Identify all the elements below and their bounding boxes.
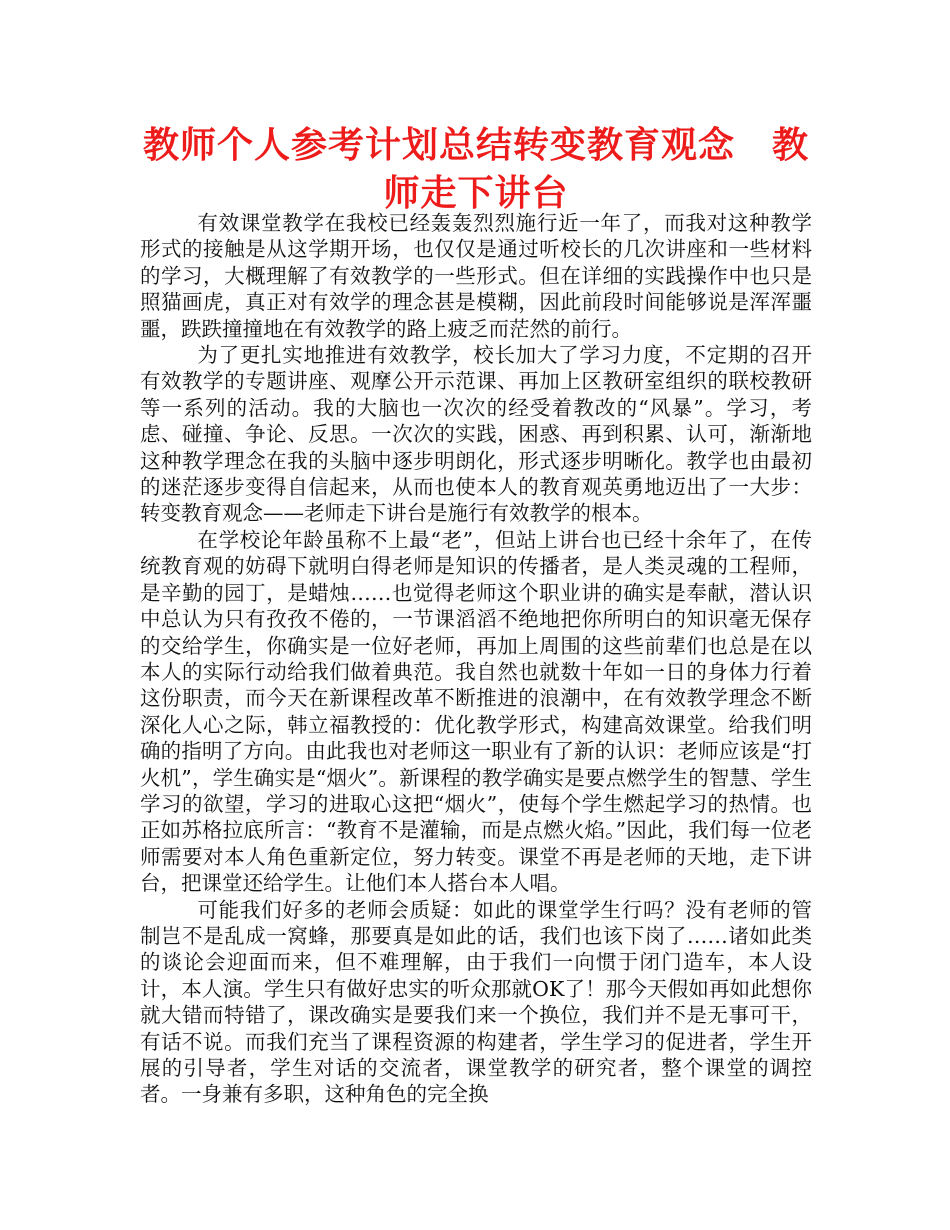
document-body: [140, 210, 812, 1108]
paragraph: 有效课堂教学在我校已经轰轰烈烈施行近一年了，而我对这种教学形式的接触是从这学期开场，也仅仅是通过听校长的几次讲座和一些材料的学习，大概理解了有效教学的一些形式。但在详细的实践操作中也只是照猫画虎，真正对有效学的理念甚是模糊，因此前段时间能够说是浑浑噩噩，跌跌撞撞地在有效教学的路上疲乏而茫然的前行。: [140, 211, 812, 341]
paragraph: 在学校论年龄虽称不上最“老”，但站上讲台也已经十余年了，在传统教育观的妨碍下就明白得老师是知识的传播者，是人类灵魂的工程师，是辛勤的园丁，是蜡烛……也觉得老师这个职业讲的确实是奉献，潜认识中总认为只有孜孜不倦的，一节课滔滔不绝地把你所明白的知识毫无保存的交给学生，你确实是一位好老师，再加上周围的这些前辈们也总是在以本人的实际行动给我们做着典范。我自然也就数十年如一日的身体力行着这份职责，而今天在新课程改革不断推进的浪潮中，在有效教学理念不断深化人心之际，韩立福教授的：优化教学形式，构建高效课堂。给我们明确的指明了方向。由此我也对老师这一职业有了新的认识：老师应该是“打火机”，学生确实是“烟火”。新课程的教学确实是要点燃学生的智慧、学生学习的欲望，学习的进取心这把“烟火”，使每个学生燃起学习的热情。也正如苏格拉底所言：“教育不是灌输，而是点燃火焰。”因此，我们每一位老师需要对本人角色重新定位，努力转变。课堂不再是老师的天地，走下讲台，把课堂还给学生。让他们本人搭台本人唱。: [140, 527, 812, 896]
paragraph: 为了更扎实地推进有效教学，校长加大了学习力度，不定期的召开有效教学的专题讲座、观摩公开示范课、再加上区教研室组织的联校教研等一系列的活动。我的大脑也一次次的经受着教改的“风暴”。学习，考虑、碰撞、争论、反思。一次次的实践，困惑、再到积累、认可，渐渐地这种教学理念在我的头脑中逐步明朗化，形式逐步明晰化。教学也由最初的迷茫逐步变得自信起来，从而也使本人的教育观英勇地迈出了一大步：转变教育观念——老师走下讲台是施行有效教学的根本。: [140, 343, 812, 526]
paragraph: 可能我们好多的老师会质疑：如此的课堂学生行吗？没有老师的管制岂不是乱成一窝蜂，那要真是如此的话，我们也该下岗了……诸如此类的谈论会迎面而来，但不难理解，由于我们一向惯于闭门造车，本人设计，本人演。学生只有做好忠实的听众那就OK了！那今天假如再如此想你就大错而特错了，课改确实是要我们来一个换位，我们并不是无事可干，有话不说。而我们充当了课程资源的构建者，学生学习的促进者，学生开展的引导者，学生对话的交流者，课堂教学的研究者，整个课堂的调控者。一身兼有多职，这种角色的完全换: [140, 897, 812, 1107]
document-title: 教师个人参考计划总结转变教育观念 教师走下讲台: [142, 125, 809, 214]
